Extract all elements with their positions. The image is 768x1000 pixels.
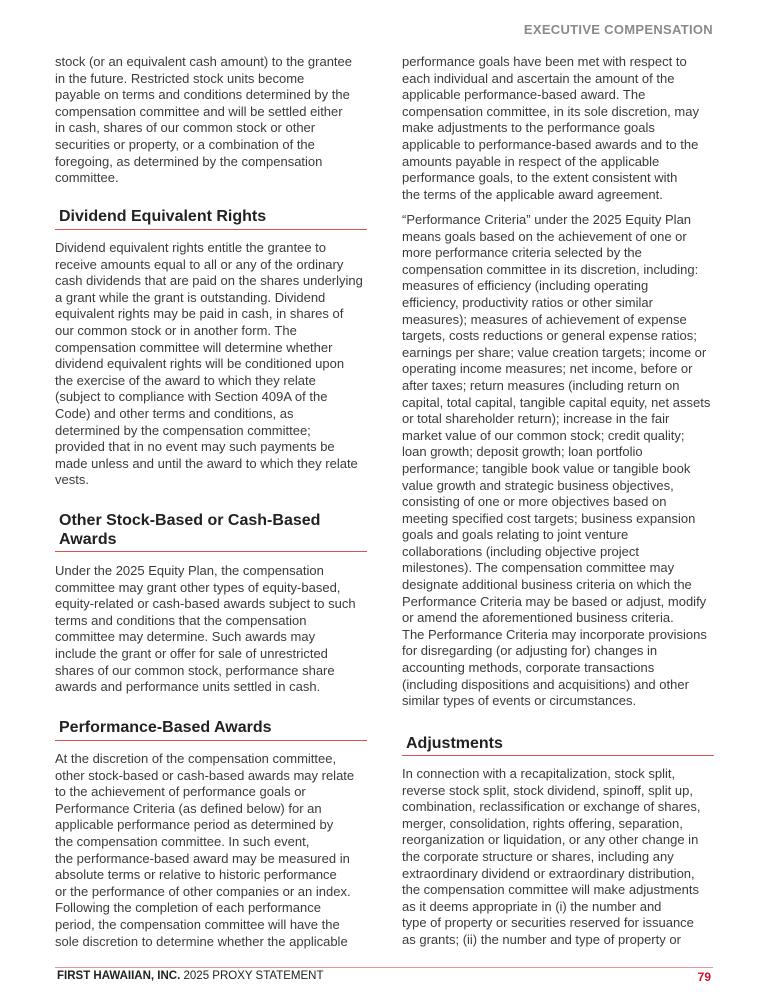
text-line: in cash, shares of our common stock or other [55, 120, 316, 136]
text-line: Performance Criteria may be based or adjust, modify [402, 593, 707, 609]
text-line: each individual and ascertain the amount of the [402, 70, 675, 86]
text-line: targets, costs reductions or general expense ratios; [402, 328, 697, 344]
heading-rule [55, 551, 367, 552]
text-line: similar types of events or circumstances. [402, 693, 637, 709]
text-line: value growth and strategic business objectives, [402, 477, 674, 493]
text-line: type of property or securities reserved for issuance [402, 915, 694, 931]
text-line: committee may determine. Such awards may [55, 629, 316, 645]
text-line: dividend equivalent rights will be conditioned upon [55, 356, 345, 372]
text-line: as grants; (ii) the number and type of property or [402, 931, 681, 947]
heading-dividend-equivalent-rights: Dividend Equivalent Rights [59, 208, 267, 225]
text-line: meeting specified cost targets; business expansion [402, 510, 696, 526]
text-line: amounts payable in respect of the applicable [402, 153, 660, 169]
footer-title [57, 970, 323, 982]
text-line: Performance Criteria (as defined below) for an [55, 800, 322, 816]
text-line: a grant while the grant is outstanding. Dividend [55, 289, 326, 305]
paragraph-dividend-equivalent-rights [55, 240, 373, 489]
text-line: committee may grant other types of equity-based, [55, 579, 341, 595]
text-line: merger, consolidation, rights offering, separation, [402, 815, 683, 831]
text-line: At the discretion of the compensation committee, [55, 751, 337, 766]
text-line: or the performance of other companies or an index. [55, 883, 351, 899]
text-line: Following the completion of each performance [55, 900, 321, 916]
text-line: (subject to compliance with Section 409A of the [55, 389, 328, 405]
text-line: The Performance Criteria may incorporate provisions [402, 626, 707, 642]
text-line: capital, total capital, tangible capital equity, net assets [402, 394, 711, 410]
text-line: more performance criteria selected by the [402, 245, 642, 261]
text-line: market value of our common stock; credit quality; [402, 427, 685, 443]
paragraph-other-stock-based-awards [55, 563, 373, 696]
text-line: our common stock or in another form. The [55, 322, 297, 338]
heading-line: Awards [59, 531, 117, 548]
footer-document: 2025 PROXY STATEMENT [183, 970, 324, 982]
text-line: equivalent rights may be paid in cash, in shares of [55, 306, 344, 322]
text-line: or amend the aforementioned business criteria. [402, 610, 674, 626]
text-line: goals and goals relating to joint venture [402, 527, 629, 543]
text-line: reorganization or liquidation, or any other change in [402, 832, 699, 848]
text-line: include the grant or offer for sale of unrestricted [55, 645, 328, 661]
text-line: consisting of one or more objectives based on [402, 494, 667, 510]
text-line: accounting methods, corporate transactions [402, 660, 655, 676]
text-line: performance; tangible book value or tangible book [402, 460, 691, 476]
text-line: Under the 2025 Equity Plan, the compensation [55, 563, 324, 578]
paragraph-performance-goals-continued [402, 54, 720, 203]
text-line: period, the compensation committee will have the [55, 916, 340, 932]
footer-company: FIRST HAWAIIAN, INC. [57, 970, 181, 982]
text-line: receive amounts equal to all or any of the ordinary [55, 256, 344, 272]
footer-rule [55, 967, 713, 968]
text-line: cash dividends that are paid on the shares underlying [55, 273, 363, 289]
heading-adjustments: Adjustments [406, 735, 503, 752]
text-line: operating income measures; net income, before or [402, 361, 693, 377]
text-line: as it deems appropriate in (i) the number and [402, 898, 662, 914]
heading-line: Other Stock-Based or Cash-Based [59, 512, 321, 529]
text-line: “Performance Criteria” under the 2025 Equity Plan [402, 212, 692, 227]
text-line: stock (or an equivalent cash amount) to the grantee [55, 54, 353, 69]
text-line: applicable to performance-based awards and to the [402, 136, 699, 152]
heading-performance-based-awards: Performance-Based Awards [59, 719, 272, 736]
heading-other-stock-based-awards [55, 511, 371, 549]
text-line: milestones). The compensation committee may [402, 560, 675, 576]
text-line: sole discretion to determine whether the applicable [55, 933, 348, 949]
text-line: earnings per share; value creation targets; income or [402, 344, 707, 360]
text-line: equity-related or cash-based awards subject to such [55, 596, 356, 612]
text-line: absolute terms or relative to historic performance [55, 867, 337, 883]
text-line: In connection with a recapitalization, stock split, [402, 766, 676, 781]
heading-rule [402, 755, 714, 756]
text-line: collaborations (including objective project [402, 543, 640, 559]
text-line: made unless and until the award to which they relate [55, 455, 358, 471]
text-line: measures); measures of achievement of expense [402, 311, 687, 327]
text-line: the terms of the applicable award agreement. [402, 186, 663, 202]
text-line: vests. [55, 472, 89, 488]
text-line: make adjustments to the performance goals [402, 120, 655, 136]
text-line: the compensation committee. In such event, [55, 833, 310, 849]
text-line: applicable performance-based award. The [402, 87, 646, 103]
text-line: compensation committee in its discretion, including: [402, 261, 699, 277]
paragraph-rsu-continued [55, 54, 373, 187]
text-line: the compensation committee will make adjustments [402, 882, 699, 898]
text-line: efficiency, productivity ratios or other similar [402, 294, 653, 310]
paragraph-performance-criteria [402, 212, 720, 710]
text-line: means goals based on the achievement of one or [402, 228, 687, 244]
text-line: in the future. Restricted stock units become [55, 70, 305, 86]
text-line: applicable performance period as determined by [55, 817, 334, 833]
text-line: the performance-based award may be measured in [55, 850, 350, 866]
page-number: 79 [697, 970, 711, 984]
text-line: (including dispositions and acquisitions) and other [402, 676, 689, 692]
text-line: or total shareholder return); increase in the fair [402, 411, 670, 427]
heading-rule [55, 740, 367, 741]
text-line: other stock-based or cash-based awards may relate [55, 767, 355, 783]
text-line: the exercise of the award to which they relate [55, 372, 316, 388]
text-line: for disregarding (or adjusting for) changes in [402, 643, 658, 659]
text-line: Dividend equivalent rights entitle the grantee to [55, 240, 327, 255]
text-line: terms and conditions that the compensation [55, 612, 307, 628]
text-line: performance goals have been met with respect to [402, 54, 687, 69]
text-line: to the achievement of performance goals or [55, 784, 306, 800]
text-line: loan growth; deposit growth; loan portfolio [402, 444, 643, 460]
text-line: shares of our common stock, performance share [55, 662, 335, 678]
paragraph-performance-based-awards [55, 751, 373, 950]
text-line: compensation committee will determine whether [55, 339, 333, 355]
text-line: measures of efficiency (including operating [402, 278, 649, 294]
text-line: Code) and other terms and conditions, as [55, 405, 294, 421]
text-line: the corporate structure or shares, including any [402, 848, 674, 864]
text-line: awards and performance units settled in cash. [55, 679, 321, 695]
text-line: designate additional business criteria on which the [402, 577, 692, 593]
paragraph-adjustments [402, 766, 720, 949]
text-line: extraordinary dividend or extraordinary distribution, [402, 865, 695, 881]
text-line: combination, reclassification or exchange of shares, [402, 799, 701, 815]
text-line: compensation committee, in its sole discretion, may [402, 103, 699, 119]
text-line: compensation committee and will be settled either [55, 103, 343, 119]
text-line: foregoing, as determined by the compensation [55, 153, 323, 169]
text-line: after taxes; return measures (including return on [402, 377, 680, 393]
text-line: securities or property, or a combination of the [55, 136, 315, 152]
section-header: EXECUTIVE COMPENSATION [523, 22, 713, 37]
text-line: determined by the compensation committee; [55, 422, 311, 438]
text-line: payable on terms and conditions determined by the [55, 87, 350, 103]
heading-rule [55, 229, 367, 230]
text-line: provided that in no event may such payments be [55, 439, 335, 455]
text-line: committee. [55, 170, 119, 186]
text-line: performance goals, to the extent consistent with [402, 170, 678, 186]
text-line: reverse stock split, stock dividend, spinoff, split up, [402, 782, 693, 798]
